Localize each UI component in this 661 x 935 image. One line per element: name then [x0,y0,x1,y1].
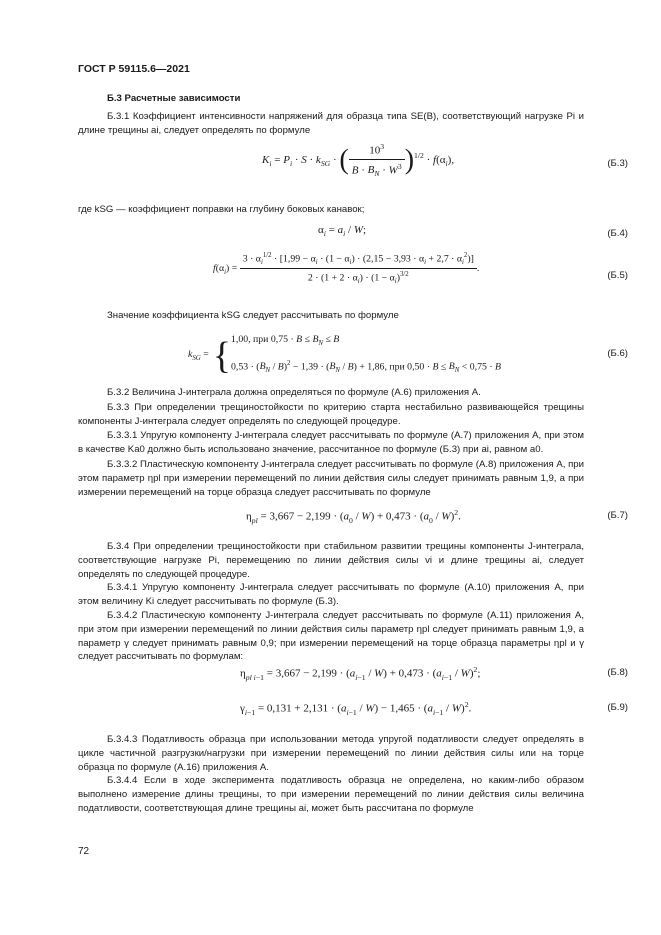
paragraph-b3-2: Б.3.2 Величина J-интеграла должна определяться по формуле (А.6) приложения А. [107,387,481,398]
paragraph-b3-3: Б.3.3 При определении трещиностойкости по критерию старта нестабильно развивающейся трещины компоненты J-интеграла следует определять по следующей процедуре. [78,402,584,427]
equation-number-b3: (Б.3) [607,158,628,169]
equation-number-b6: (Б.6) [607,348,628,359]
equation-number-b5: (Б.5) [607,270,628,281]
equation-number-b4: (Б.4) [607,228,628,239]
equation-number-b7: (Б.7) [607,510,628,521]
paragraph-b3-3-2: Б.3.3.2 Пластическую компоненту J-интеграла следует рассчитывать по формуле (А.8) приложения А, при этом параметр ηpl при измерении перемещений по линии действия силы следует принимать равным 1,9, а при измерении перемещений на торце образца следует рассчитывать по формуле [78,459,584,498]
paragraph-ksg-formula-intro: Значение коэффициента kSG следует рассчитывать по формуле [107,310,399,321]
equation-number-b9: (Б.9) [607,702,628,713]
paragraph-b3-1: Б.3.1 Коэффициент интенсивности напряжений для образца типа SE(B), соответствующий нагрузке Pi и длине трещины ai, следует определять по формуле [78,111,584,136]
paragraph-b3-3-1: Б.3.3.1 Упругую компоненту J-интеграла следует рассчитывать по формуле (А.7) приложения А, при этом в качестве Ka0 должно быть использовано значение, рассчитанное по формуле (Б.3) при ai, равном a0. [78,430,584,455]
paragraph-b3-4-3: Б.3.4.3 Податливость образца при использовании метода упругой податливости следует определять в цикле частичной разгрузки/нагрузки при измерении перемещений по линии действия силы или на торце образца по формуле (А.16) приложения А. [78,734,584,773]
equation-b8: $\eta_{pl i-1} = 3,667 - 2,199 \cdot (a_{i-1} / W) + 0,473 \cdot (a_{i-1} / W)^2$; [240,665,481,682]
paragraph-b3-4-4: Б.3.4.4 Если в ходе эксперимента податливость образца не определена, но каким-либо образом выполнено измерение длины трещины, то при измерении перемещений по линии действия силы величина податливости, соответствующая длине трещины ai, может быть рассчитана по формуле [78,775,584,814]
page-number: 72 [78,846,90,857]
paragraph-ksg-definition: где kSG — коэффициент поправки на глубину боковых канавок; [78,204,365,215]
equation-b3: $K_i = P_i \cdot S \cdot k_{SG}$ · ( $\frac{10^3}{B \cdot B_N \cdot W^3}$ )$^{1/2} \cdot f(\alpha_i)$, [262,142,455,179]
equation-b6: $k_{SG}$ = { 1,00, при $0,75 \cdot B \le B_N \le B$ $0,53 \cdot (B_N / B)^2 - 1,39 \cdot (B_N / B) + 1,86$, при $0,50 \cdot B \le B_N < 0,75 \cdot B$ [188,334,502,377]
section-title: Б.3 Расчетные зависимости [107,93,241,104]
paragraph-b3-4-2: Б.3.4.2 Пластическую компоненту J-интеграла следует рассчитывать по формуле (А.11) приложения А, при этом при измерении перемещений по линии действия силы параметр ηpl следует принимать равным 1,9, а параметр γ следует принимать равным 0,9; при измерении перемещений на торце образца параметры ηpl и γ следует рассчитывать по формулам: [78,610,584,663]
paragraph-b3-4-1: Б.3.4.1 Упругую компоненту J-интеграла следует рассчитывать по формуле (А.10) приложения А, при этом величину Ki следует рассчитывать по формуле (Б.3). [78,582,584,607]
equation-b9: $\gamma_{i-1} = 0,131 + 2,131 \cdot (a_{i-1} / W) - 1,465 \cdot (a_{i-1} / W)^2$. [240,700,472,717]
equation-b7: $\eta_{pl} = 3,667 - 2,199 \cdot (a_0 / W) + 0,473 \cdot (a_0 / W)^2$. [246,508,461,525]
equation-number-b8: (Б.8) [607,667,628,678]
equation-b4: $\alpha_i = a_i / W$; [318,224,367,239]
equation-b5: $f(\alpha_i)$ = $3 \cdot \alpha_i^{1/2} \cdot [1,99 - \alpha_i \cdot (1 - \alpha_i) \cdot (2,15 - 3,93 \cdot \alpha_i + 2,7 \cdot \alpha_i^2)]$ $2 \cdot (1 + 2 \cdot \alpha_i) \cdot (1 - \alpha_i)^{3/2}$ . [213,252,480,286]
document-header: ГОСТ Р 59115.6—2021 [78,63,190,75]
paragraph-b3-4: Б.3.4 При определении трещиностойкости при стабильном развитии трещины компоненты J-интеграла, соответствующие нагрузке Pi, перемещению по линии действия силы vi и длине трещины ai, следует определять по следующей процедуре. [78,541,584,580]
